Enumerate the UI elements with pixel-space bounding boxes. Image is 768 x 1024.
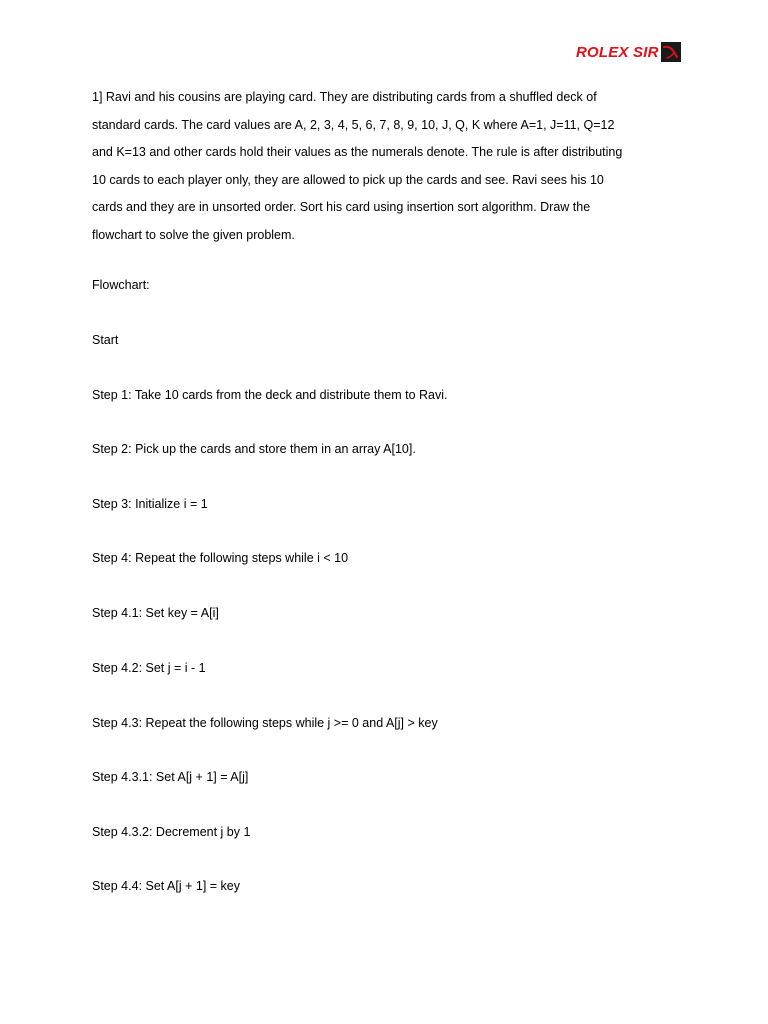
step-text: Step 4.3.2: Decrement j by 1 xyxy=(92,825,251,839)
step-text: Step 4: Repeat the following steps while i < 10 xyxy=(92,551,349,565)
step-text: Step 2: Pick up the cards and store them in an array A[10]. xyxy=(92,442,416,456)
start-label: Start xyxy=(92,333,119,347)
step-text: Step 4.3: Repeat the following steps while j >= 0 and A[j] > key xyxy=(92,716,438,730)
problem-statement xyxy=(92,84,662,249)
step-text: Step 4.3.1: Set A[j + 1] = A[j] xyxy=(92,770,249,784)
problem-line: 10 cards to each player only, they are allowed to pick up the cards and see. Ravi sees his 10 xyxy=(92,172,604,187)
flowchart-heading: Flowchart: xyxy=(92,278,150,292)
logo-text: ROLEX SIR xyxy=(576,43,659,61)
problem-line: cards and they are in unsorted order. Sort his card using insertion sort algorithm. Draw the xyxy=(92,200,591,214)
document-body xyxy=(92,84,662,249)
problem-line: standard cards. The card values are A, 2, 3, 4, 5, 6, 7, 8, 9, 10, J, Q, K where A=1, J=11, Q=12 xyxy=(92,117,615,132)
problem-line: and K=13 and other cards hold their values as the numerals denote. The rule is after distributing xyxy=(92,145,623,159)
problem-line: 1] Ravi and his cousins are playing card. They are distributing cards from a shuffled deck of xyxy=(92,90,597,104)
scythe-icon xyxy=(661,42,681,62)
problem-line: flowchart to solve the given problem. xyxy=(92,227,295,242)
step-text: Step 1: Take 10 cards from the deck and distribute them to Ravi. xyxy=(92,388,448,402)
brand-logo xyxy=(576,42,681,62)
step-text: Step 4.4: Set A[j + 1] = key xyxy=(92,879,241,893)
step-text: Step 4.1: Set key = A[i] xyxy=(92,606,219,620)
step-text: Step 4.2: Set j = i - 1 xyxy=(92,661,206,675)
step-text: Step 3: Initialize i = 1 xyxy=(92,497,208,511)
